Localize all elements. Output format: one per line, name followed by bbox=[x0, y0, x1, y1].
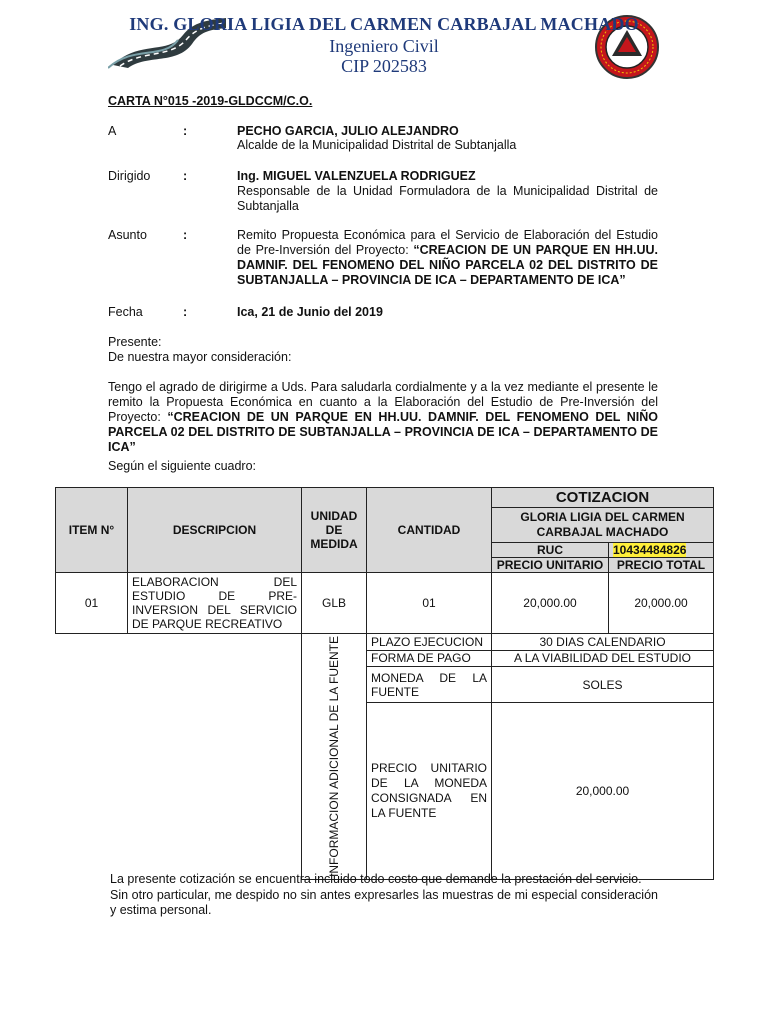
side-label-cell bbox=[302, 634, 367, 880]
body-paragraph bbox=[108, 380, 658, 455]
quotation-table bbox=[55, 487, 714, 880]
body-project: “CREACION DE UN PARQUE EN HH.UU. DAMNIF. DEL FENOMENO DEL NIÑO PARCELA 02 DEL DISTRITO DE SUBTANJALLA – PROVINCIA DE ICA – DEPARTAMENTO DE ICA” bbox=[108, 410, 659, 454]
row-desc: ELABORACION DEL ESTUDIO DE PRE-INVERSION DEL SERVICIO DE PARQUE RECREATIVO bbox=[128, 573, 302, 634]
header-name: ING. GLORIA LIGIA DEL CARMEN CARBAJAL MACHADO bbox=[129, 14, 639, 34]
moneda-value: SOLES bbox=[492, 667, 714, 703]
asunto-project: “CREACION DE UN PARQUE EN HH.UU. DAMNIF. DEL FENOMENO DEL NIÑO PARCELA 02 DEL DISTRITO DE SUBTANJALLA – PROVINCIA DE ICA – DEPARTAMENTO DE ICA” bbox=[237, 243, 658, 287]
asunto-text bbox=[237, 228, 658, 288]
row-item: 01 bbox=[56, 573, 128, 634]
closing-2: Sin otro particular, me despido no sin antes expresarles las muestras de mi especial consideración y estima personal. bbox=[110, 888, 658, 917]
precio-label: PRECIO UNITARIO DE LA MONEDA CONSIGNADA EN LA FUENTE bbox=[367, 703, 492, 879]
a-name: PECHO GARCIA, JULIO ALEJANDRO bbox=[237, 124, 459, 138]
moneda-label: MONEDA DE LA FUENTE bbox=[367, 667, 492, 703]
ruc-cell bbox=[609, 543, 714, 558]
fecha-label: Fecha bbox=[108, 305, 143, 319]
dirigido-role: Responsable de la Unidad Formuladora de la Municipalidad Distrital de Subtanjalla bbox=[237, 184, 658, 213]
ruc-label: RUC bbox=[492, 543, 609, 558]
plazo-value: 30 DIAS CALENDARIO bbox=[492, 634, 714, 651]
fecha-value: Ica, 21 de Junio del 2019 bbox=[237, 305, 383, 319]
precio-value: 20,000.00 bbox=[492, 703, 714, 879]
consideracion: De nuestra mayor consideración: bbox=[108, 350, 292, 364]
ruc-value: 10434484826 bbox=[613, 543, 687, 557]
col-item-header: ITEM N° bbox=[56, 488, 128, 573]
a-colon: : bbox=[183, 124, 188, 138]
dirigido-name: Ing. MIGUEL VALENZUELA RODRIGUEZ bbox=[237, 169, 476, 183]
side-label: INFORMACION ADICIONAL DE LA FUENTE bbox=[327, 636, 341, 877]
asunto-intro: Remito Propuesta Económica para el Servicio de Elaboración del Estudio de Pre-Inversión del Proyecto: bbox=[237, 228, 658, 257]
asunto-colon: : bbox=[183, 228, 188, 242]
row-total-price: 20,000.00 bbox=[609, 573, 714, 634]
row-unit: GLB bbox=[302, 573, 367, 634]
row-unit-price: 20,000.00 bbox=[492, 573, 609, 634]
fecha-colon: : bbox=[183, 305, 188, 319]
letter-code: CARTA N°015 -2019-GLDCCM/C.O. bbox=[108, 94, 313, 108]
pago-value: A LA VIABILIDAD DEL ESTUDIO bbox=[492, 650, 714, 667]
body-intro: Tengo el agrado de dirigirme a Uds. Para saludarla cordialmente y a la vez mediante el presente le remito la Propuesta Económica en cuanto a la Elaboración del Estudio de Pre-Inversión del Proyecto: bbox=[108, 380, 658, 424]
presente: Presente: bbox=[108, 335, 162, 349]
pago-label: FORMA DE PAGO bbox=[367, 650, 492, 667]
empty-space bbox=[56, 634, 302, 880]
cotizacion-header: COTIZACION bbox=[492, 488, 714, 508]
col-total-price-header: PRECIO TOTAL bbox=[609, 558, 714, 573]
dirigido-label: Dirigido bbox=[108, 169, 151, 183]
provider-name: GLORIA LIGIA DEL CARMEN CARBAJAL MACHADO bbox=[492, 508, 714, 543]
a-role: Alcalde de la Municipalidad Distrital de Subtanjalla bbox=[237, 138, 517, 152]
closing-1: La presente cotización se encuentra incluido todo costo que demande la prestación del servicio. bbox=[110, 872, 642, 886]
row-qty: 01 bbox=[367, 573, 492, 634]
col-qty-header: CANTIDAD bbox=[367, 488, 492, 573]
header-profession: Ingeniero Civil bbox=[329, 36, 439, 56]
asunto-label: Asunto bbox=[108, 228, 147, 242]
col-unit-price-header: PRECIO UNITARIO bbox=[492, 558, 609, 573]
plazo-label: PLAZO EJECUCION bbox=[367, 634, 492, 651]
segun-text: Según el siguiente cuadro: bbox=[108, 459, 257, 473]
col-unit-header: UNIDAD DE MEDIDA bbox=[302, 488, 367, 573]
table-row bbox=[56, 573, 714, 634]
col-desc-header: DESCRIPCION bbox=[128, 488, 302, 573]
dirigido-colon: : bbox=[183, 169, 188, 183]
header-cip: CIP 202583 bbox=[341, 56, 427, 76]
a-label: A bbox=[108, 124, 117, 138]
